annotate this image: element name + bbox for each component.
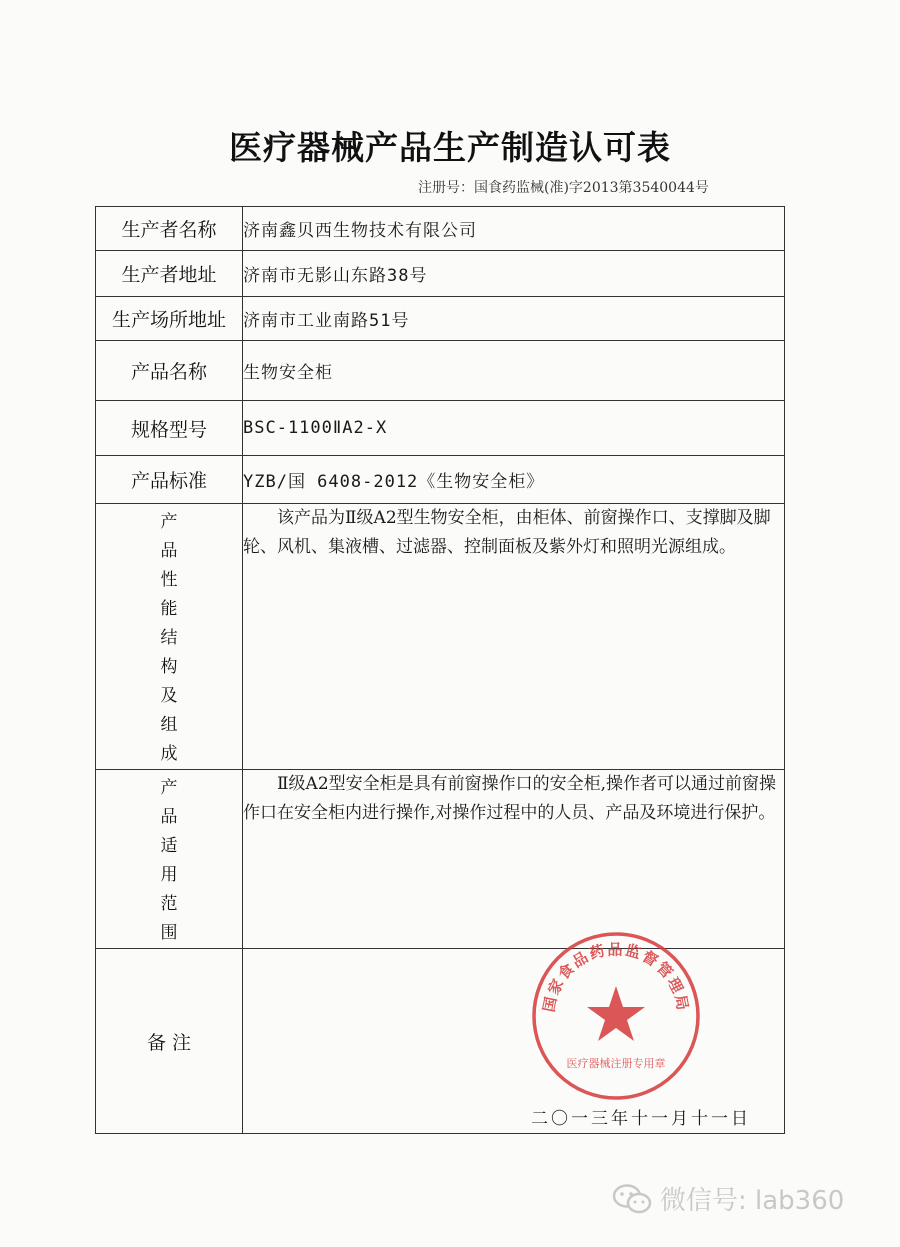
product-name: 生物安全柜 bbox=[243, 341, 785, 401]
row-label: 规格型号 bbox=[96, 401, 243, 456]
product-standard: YZB/国 6408-2012《生物安全柜》 bbox=[243, 456, 785, 504]
label-char: 品 bbox=[160, 807, 178, 827]
manufacturer-name: 济南鑫贝西生物技术有限公司 bbox=[243, 207, 785, 251]
label-char: 成 bbox=[160, 744, 178, 764]
row-label: 产品标准 bbox=[96, 456, 243, 504]
label-char: 组 bbox=[160, 715, 178, 735]
table-row bbox=[96, 341, 785, 401]
table-row bbox=[96, 251, 785, 297]
label-char: 及 bbox=[160, 686, 178, 706]
label-char: 产 bbox=[160, 512, 178, 532]
row-label: 生产者名称 bbox=[96, 207, 243, 251]
table-row bbox=[96, 401, 785, 456]
structure-label-cell bbox=[96, 504, 243, 770]
table-row bbox=[96, 297, 785, 341]
structure-cell bbox=[243, 504, 785, 770]
row-label: 生产场所地址 bbox=[96, 297, 243, 341]
table-row bbox=[96, 207, 785, 251]
table-row bbox=[96, 504, 785, 770]
registration-number: 注册号：国食药监械(准)字2013第3540044号 bbox=[418, 180, 709, 196]
site-address: 济南市工业南路51号 bbox=[243, 297, 785, 341]
star-icon bbox=[587, 986, 645, 1041]
table-row bbox=[96, 770, 785, 949]
notes-label: 备 注 bbox=[96, 949, 243, 1134]
scope-text: Ⅱ级A2型安全柜是具有前窗操作口的安全柜,操作者可以通过前窗操作口在安全柜内进行操作,对操作过程中的人员、产品及环境进行保护。 bbox=[243, 774, 777, 823]
label-char: 能 bbox=[160, 599, 178, 619]
seal-arc-text: 国家食品药品监督管理局 bbox=[539, 940, 693, 1014]
label-char: 构 bbox=[160, 657, 178, 677]
label-char: 结 bbox=[160, 628, 178, 648]
official-seal bbox=[530, 930, 702, 1102]
label-char: 产 bbox=[160, 778, 178, 798]
vertical-label bbox=[96, 770, 242, 948]
model-spec: BSC-1100ⅡA2-X bbox=[243, 401, 785, 456]
vertical-label bbox=[96, 504, 242, 769]
scope-label-cell bbox=[96, 770, 243, 949]
label-char: 用 bbox=[160, 865, 178, 885]
watermark-text: 微信号: lab360 bbox=[660, 1186, 845, 1216]
table-row bbox=[96, 456, 785, 504]
seal-subtext: 医疗器械注册专用章 bbox=[566, 1057, 666, 1070]
issue-date: 二〇一三年十一月十一日 bbox=[531, 1109, 751, 1129]
label-char: 适 bbox=[160, 836, 178, 856]
label-char: 范 bbox=[160, 894, 178, 914]
label-char: 性 bbox=[160, 570, 178, 590]
row-label: 产品名称 bbox=[96, 341, 243, 401]
manufacturer-address: 济南市无影山东路38号 bbox=[243, 251, 785, 297]
label-char: 围 bbox=[160, 923, 178, 943]
document-title: 医疗器械产品生产制造认可表 bbox=[229, 128, 671, 167]
notes-cell bbox=[243, 949, 785, 1134]
scope-cell bbox=[243, 770, 785, 949]
label-char: 品 bbox=[160, 541, 178, 561]
structure-text: 该产品为Ⅱ级A2型生物安全柜，由柜体、前窗操作口、支撑脚及脚轮、风机、集液槽、过滤器、控制面板及紫外灯和照明光源组成。 bbox=[243, 508, 771, 557]
watermark bbox=[612, 1180, 844, 1217]
wechat-icon bbox=[612, 1183, 652, 1215]
row-label: 生产者地址 bbox=[96, 251, 243, 297]
